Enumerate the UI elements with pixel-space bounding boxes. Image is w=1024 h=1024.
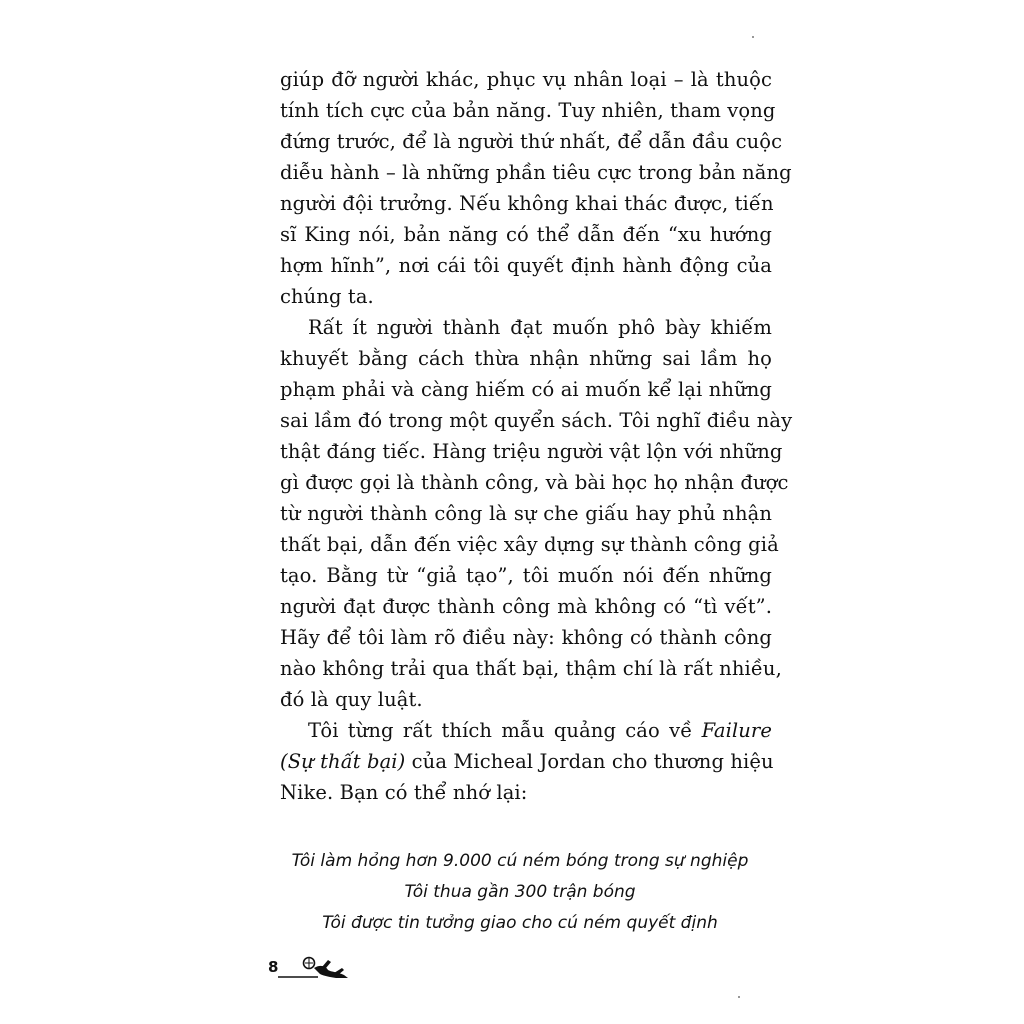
- text-line: chúng ta.: [280, 285, 374, 308]
- text-line: gì được gọi là thành công, và bài học họ nhận được: [280, 471, 789, 494]
- page-number: 8: [268, 958, 279, 976]
- quote-line: Tôi thua gần 300 trận bóng: [404, 882, 636, 902]
- text-line: giúp đỡ người khác, phục vụ nhân loại – là thuộc: [280, 68, 772, 91]
- text-line: đứng trước, để là người thứ nhất, để dẫn đầu cuộc: [280, 130, 783, 153]
- quote-line: Tôi làm hỏng hơn 9.000 cú ném bóng trong sự nghiệp: [291, 851, 749, 871]
- text-line: [280, 746, 772, 777]
- text-line: tính tích cực của bản năng. Tuy nhiên, tham vọng: [280, 99, 776, 122]
- body-text: [280, 64, 793, 808]
- text-line: thật đáng tiếc. Hàng triệu người vật lộn với những: [280, 440, 783, 463]
- text-line: Hãy để tôi làm rõ điều này: không có thành công: [280, 626, 772, 649]
- scan-speck: [738, 996, 740, 998]
- text-line: sai lầm đó trong một quyển sách. Tôi nghĩ điều này: [280, 409, 793, 432]
- page-footer: [268, 954, 388, 984]
- text-line: sĩ King nói, bản năng có thể dẫn đến “xu hướng: [280, 223, 772, 246]
- text-line: người đội trưởng. Nếu không khai thác được, tiến: [280, 192, 774, 215]
- italic-title-translation: (Sự thất bại): [280, 750, 406, 773]
- text-line: khuyết bằng cách thừa nhận những sai lầm họ: [280, 347, 772, 370]
- scan-speck: [752, 36, 754, 38]
- paragraph-2: [280, 312, 793, 715]
- nike-ad-quote: [250, 846, 790, 939]
- text-line: nào không trải qua thất bại, thậm chí là rất nhiều,: [280, 657, 782, 680]
- text-span: Tôi từng rất thích mẫu quảng cáo về: [308, 719, 702, 742]
- text-line: Nike. Bạn có thể nhớ lại:: [280, 781, 528, 804]
- quote-line: Tôi được tin tưởng giao cho cú ném quyết định: [322, 913, 718, 933]
- text-line: diễu hành – là những phần tiêu cực trong bản năng: [280, 161, 792, 184]
- text-line: phạm phải và càng hiếm có ai muốn kể lại những: [280, 378, 772, 401]
- text-line: người đạt được thành công mà không có “tì vết”.: [280, 595, 772, 618]
- text-line: từ người thành công là sự che giấu hay phủ nhận: [280, 502, 772, 525]
- paragraph-1: [280, 64, 792, 312]
- text-line: tạo. Bằng từ “giả tạo”, tôi muốn nói đến những: [280, 564, 772, 587]
- text-line: Rất ít người thành đạt muốn phô bày khiếm: [308, 316, 772, 339]
- text-line: đó là quy luật.: [280, 688, 423, 711]
- text-span: của Micheal Jordan cho thương hiệu: [405, 750, 774, 773]
- paragraph-3: [280, 715, 772, 808]
- basketball-player-ornament-icon: [278, 954, 358, 984]
- text-line: thất bại, dẫn đến việc xây dựng sự thành công giả: [280, 533, 779, 556]
- text-line: hợm hĩnh”, nơi cái tôi quyết định hành động của: [280, 254, 772, 277]
- italic-title: Failure: [701, 719, 772, 742]
- text-line: [280, 715, 772, 746]
